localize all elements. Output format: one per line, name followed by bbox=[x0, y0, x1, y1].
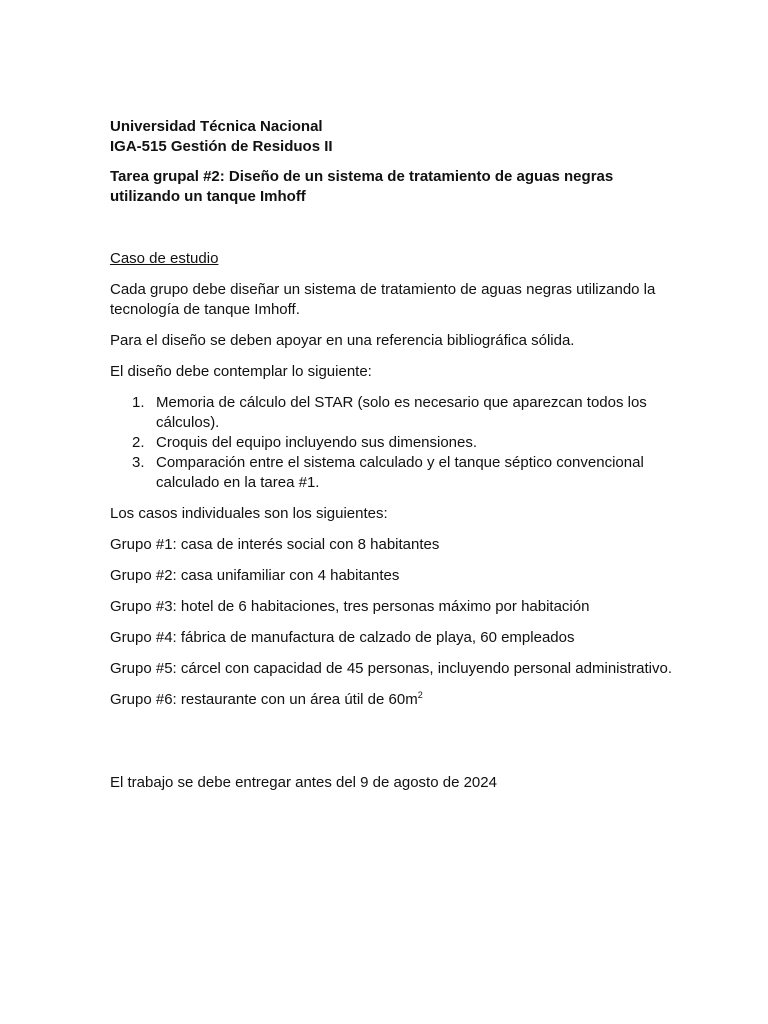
reference-paragraph: Para el diseño se deben apoyar en una referencia bibliográfica sólida. bbox=[110, 332, 575, 349]
requirements-list bbox=[110, 393, 680, 493]
list-item-number: 1. bbox=[132, 394, 145, 411]
group-1-case: Grupo #1: casa de interés social con 8 habitantes bbox=[110, 536, 440, 553]
group-4-case: Grupo #4: fábrica de manufactura de calzado de playa, 60 empleados bbox=[110, 629, 575, 646]
list-item-text: Memoria de cálculo del STAR (solo es necesario que aparezcan todos los cálculos). bbox=[156, 394, 647, 431]
course-name: IGA-515 Gestión de Residuos II bbox=[110, 138, 333, 155]
university-name: Universidad Técnica Nacional bbox=[110, 118, 323, 135]
task-title: Tarea grupal #2: Diseño de un sistema de tratamiento de aguas negras utilizando un tanque Imhoff bbox=[110, 168, 614, 205]
list-item bbox=[110, 453, 680, 493]
requirements-intro: El diseño debe contemplar lo siguiente: bbox=[110, 363, 372, 380]
list-item-text: Comparación entre el sistema calculado y el tanque séptico convencional calculado en la tarea #1. bbox=[156, 454, 644, 491]
case-intro-paragraph: Cada grupo debe diseñar un sistema de tratamiento de aguas negras utilizando la tecnología de tanque Imhoff. bbox=[110, 281, 656, 318]
list-item-number: 2. bbox=[132, 434, 145, 451]
group-5-case: Grupo #5: cárcel con capacidad de 45 personas, incluyendo personal administrativo. bbox=[110, 660, 673, 677]
squared-superscript: 2 bbox=[417, 690, 423, 700]
cases-intro: Los casos individuales son los siguientes: bbox=[110, 505, 388, 522]
list-item bbox=[110, 393, 680, 433]
list-item-number: 3. bbox=[132, 454, 145, 471]
document-header bbox=[110, 117, 690, 157]
list-item-text: Croquis del equipo incluyendo sus dimensiones. bbox=[156, 434, 478, 451]
group-6-case bbox=[110, 690, 680, 710]
group-2-case: Grupo #2: casa unifamiliar con 4 habitantes bbox=[110, 567, 400, 584]
case-study-heading: Caso de estudio bbox=[110, 250, 219, 267]
group-3-case: Grupo #3: hotel de 6 habitaciones, tres personas máximo por habitación bbox=[110, 598, 590, 615]
list-item bbox=[110, 433, 680, 453]
group-6-text: Grupo #6: restaurante con un área útil de 60m bbox=[110, 691, 418, 708]
deadline-statement: El trabajo se debe entregar antes del 9 de agosto de 2024 bbox=[110, 774, 497, 791]
document-body bbox=[110, 249, 680, 721]
